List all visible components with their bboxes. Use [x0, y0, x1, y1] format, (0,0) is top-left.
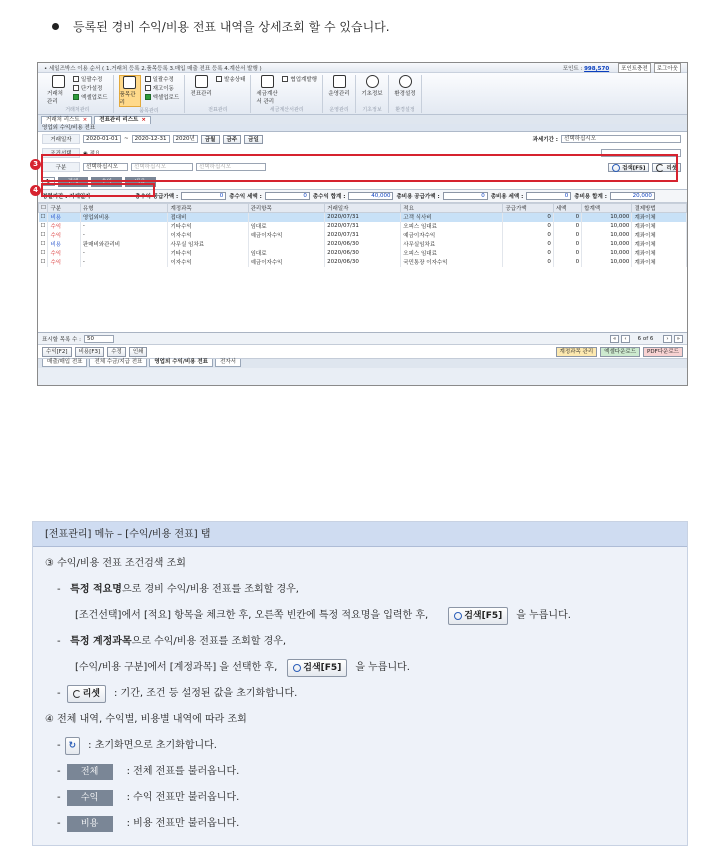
cell-total: 10,000 [582, 231, 632, 240]
cell-supply: 0 [503, 240, 553, 249]
close-icon[interactable]: × [82, 117, 88, 123]
row-checkbox[interactable]: ☐ [39, 258, 48, 267]
search-icon [293, 664, 301, 672]
cell-tax: 0 [553, 231, 581, 240]
page-size-select[interactable]: 50 [84, 335, 114, 343]
total-value: 0 [181, 192, 226, 200]
item-select[interactable]: 선택하십시오 [196, 163, 266, 171]
cell-kind: - [80, 231, 168, 240]
btab-electronic[interactable]: 전자서 [215, 359, 241, 367]
view-expense-button[interactable]: 비용 [125, 177, 156, 187]
excel-download-button[interactable]: 엑셀다운로드 [600, 347, 640, 357]
select-all-checkbox[interactable]: ☐ [39, 204, 48, 213]
group-label: 거래처관리 [65, 107, 90, 113]
row-checkbox[interactable]: ☐ [39, 222, 48, 231]
search-button[interactable]: 검색[F5] [608, 163, 649, 172]
pdf-download-button[interactable]: PDF다운로드 [643, 347, 683, 357]
print-button[interactable]: 인쇄 [129, 347, 148, 357]
col-kind[interactable]: 유형 [80, 204, 168, 213]
cell-kind: 영업외비용 [80, 213, 168, 222]
cell-item [248, 213, 325, 222]
cell-date: 2020/07/31 [325, 213, 401, 222]
point-value[interactable]: 998,570 [584, 65, 610, 72]
filter-panel: 거래일자 2020-01-01 ~ 2020-12-31 2020년 금월 금주 금일 과세기간 : 선택하십시오 조건선택 ◉ 적요 구분 선택하십시오 선택하십시오 선택하십시오 검색[F5] 리셋 ↻ 전체 수익 비용 [38, 132, 687, 190]
operation-button[interactable]: 운영관리 [328, 75, 350, 97]
type-label: 구분 [42, 162, 80, 172]
btab-nonop[interactable]: 영업외 수익/비용 전표 [149, 359, 213, 367]
cell-account: 이자수익 [168, 258, 248, 267]
item-excel-upload-button[interactable]: 엑셀업로드 [145, 93, 180, 101]
cell-total: 10,000 [582, 249, 632, 258]
search-icon [454, 612, 462, 620]
cell-account: 기타수익 [168, 222, 248, 231]
tax-period-label: 과세기간 : [532, 137, 558, 143]
total-value: 0 [526, 192, 571, 200]
group-label: 기초정보 [362, 107, 382, 113]
group-label: 세금계산서관리 [269, 107, 304, 113]
cell-account: 사무실 임차료 [168, 240, 248, 249]
col-account[interactable]: 계정과목 [168, 204, 248, 213]
invoice-icon [261, 75, 274, 88]
cell-memo: 고객 식사비 [401, 213, 503, 222]
excel-icon [73, 94, 79, 100]
cell-type: 수익 [48, 222, 80, 231]
page-size-label: 표시할 목록 수 : [42, 336, 81, 343]
row-checkbox[interactable]: ☐ [39, 231, 48, 240]
cell-kind: - [80, 249, 168, 258]
col-tax[interactable]: 세액 [553, 204, 581, 213]
warning-icon [282, 76, 288, 82]
total-value: 20,000 [610, 192, 655, 200]
cell-type: 비용 [48, 213, 80, 222]
date-to-input[interactable]: 2020-12-31 [132, 135, 170, 143]
cell-account: 기타수익 [168, 249, 248, 258]
cell-account: 접대비 [168, 213, 248, 222]
help-header: [전표관리] 메뉴 – [수익/비용 전표] 탭 [33, 522, 687, 547]
total-value: 40,000 [348, 192, 393, 200]
col-supply[interactable]: 공급가액 [503, 204, 553, 213]
ribbon-group-client [42, 75, 114, 113]
ribbon-group-base [356, 75, 389, 113]
ribbon-group-settings [389, 75, 422, 113]
help-line: - ↻ : 초기화면으로 초기화합니다. [57, 733, 217, 759]
cell-kind: - [80, 258, 168, 267]
help-line: - 리셋 : 기간, 조건 등 설정된 값을 초기화합니다. [57, 681, 297, 707]
help-line: [조건선택]에서 [적요] 항목을 체크한 후, 오른쪽 빈칸에 특정 적요명을 입력한 후, 검색[F5] 을 누릅니다. [75, 603, 571, 629]
ribbon-group-tax [251, 75, 323, 113]
group-label: 품목관리 [139, 108, 159, 114]
total-label: 총비용 세액 : [490, 194, 524, 200]
view-income-button[interactable]: 수익 [91, 177, 122, 187]
page-info: 6 of 6 [637, 335, 654, 342]
logout-button[interactable]: 로그아웃 [654, 63, 681, 73]
year-select[interactable]: 2020년 [173, 135, 198, 143]
refresh-icon [73, 690, 81, 698]
group-label: 운영관리 [329, 107, 349, 113]
reset-button-sample: 리셋 [67, 685, 106, 703]
cell-tax: 0 [553, 249, 581, 258]
help-line: ③ 수익/비용 전표 조건검색 조회 [45, 558, 186, 569]
account-select[interactable]: 선택하십시오 [131, 163, 193, 171]
total-label: 총비용 공급가액 : [396, 194, 440, 200]
sort-period: 정렬기간 : 거래일자 [42, 194, 91, 200]
cell-item: 예금이자수익 [248, 258, 325, 267]
view-all-button[interactable]: 전체 [58, 177, 89, 187]
item-manage-button[interactable]: 품목관리 [119, 75, 141, 107]
cell-supply: 0 [503, 249, 553, 258]
item-bulk-edit-button[interactable]: 일괄수정 [145, 75, 180, 83]
cell-pay: 계좌이체 [632, 249, 687, 258]
app-title: • 세일즈박스 이용 순서 ( 1.거래처 등록 2.품목등록 3.매입 매출 전표 등록 4.계산서 발행 ) [44, 65, 262, 72]
total-label: 총수익 세액 : [229, 194, 262, 200]
cell-type: 비용 [48, 240, 80, 249]
base-info-button[interactable]: 기초정보 [361, 75, 383, 97]
cell-pay: 계좌이체 [632, 222, 687, 231]
this-month-button[interactable]: 금월 [201, 135, 220, 144]
client-excel-upload-button[interactable]: 엑셀업로드 [73, 93, 108, 101]
doc-tabs [38, 115, 687, 124]
intro-text: 등록된 경비 수익/비용 전표 내역을 상세조회 할 수 있습니다. [73, 20, 390, 34]
cell-pay: 계좌이체 [632, 231, 687, 240]
last-page-button[interactable]: » [674, 335, 683, 343]
cell-account: 이자수익 [168, 231, 248, 240]
grid-header-row [39, 204, 687, 213]
table-row[interactable] [39, 258, 687, 267]
client-bulk-edit-button[interactable]: 일괄수정 [73, 75, 108, 83]
col-memo[interactable]: 적요 [401, 204, 503, 213]
help-panel [32, 521, 688, 846]
table-row[interactable] [39, 240, 687, 249]
cell-kind: 판매비와관리비 [80, 240, 168, 249]
reset-button[interactable]: 리셋 [652, 163, 681, 172]
cell-memo: 사무실임차료 [401, 240, 503, 249]
date-label: 거래일자 [42, 134, 80, 144]
edit-icon [73, 76, 79, 82]
point-charge-button[interactable]: 포인트충전 [618, 63, 651, 73]
account-manage-button[interactable]: 계정과목 관리 [556, 347, 598, 357]
edit-icon [145, 76, 151, 82]
init-button-sample: ↻ [65, 737, 81, 755]
add-expense-button[interactable]: 비용[F3] [75, 347, 105, 357]
cell-total: 10,000 [582, 258, 632, 267]
tab-slip-list[interactable]: 전표관리 리스트 × [94, 116, 151, 124]
col-type[interactable]: 구분 [48, 204, 80, 213]
ribbon-group-item [114, 75, 186, 113]
client-manage-button[interactable]: 거래처 관리 [47, 75, 69, 105]
cell-date: 2020/07/31 [325, 231, 401, 240]
group-label: 환경설정 [395, 107, 415, 113]
ribbon-group-slip [185, 75, 251, 113]
highlight-box-3 [41, 154, 678, 182]
send-status-button[interactable]: 발송상태 [216, 75, 245, 83]
cell-date: 2020/06/30 [325, 249, 401, 258]
help-line: - 전체 : 전체 전표를 불러옵니다. [57, 759, 239, 785]
table-row[interactable] [39, 231, 687, 240]
close-icon[interactable]: × [141, 117, 146, 123]
cell-supply: 0 [503, 231, 553, 240]
table-row[interactable] [39, 249, 687, 258]
add-income-button[interactable]: 수익[F2] [42, 347, 72, 357]
table-row[interactable] [39, 213, 687, 222]
col-date[interactable]: 거래일자 [325, 204, 401, 213]
settings-button[interactable]: 환경설정 [394, 75, 416, 97]
cell-date: 2020/06/30 [325, 258, 401, 267]
cell-date: 2020/07/31 [325, 222, 401, 231]
cell-date: 2020/06/30 [325, 240, 401, 249]
cell-total: 10,000 [582, 240, 632, 249]
cell-kind: - [80, 222, 168, 231]
row-checkbox[interactable]: ☐ [39, 249, 48, 258]
total-value: 0 [265, 192, 310, 200]
cell-tax: 0 [553, 240, 581, 249]
gear-icon [399, 75, 412, 88]
cell-item: 임대료 [248, 249, 325, 258]
income-button-sample: 수익 [67, 790, 113, 806]
highlight-box-4 [41, 183, 155, 197]
title-bar [38, 63, 687, 73]
btab-sales-purchase[interactable]: 매출/매입 전표 [42, 359, 87, 367]
ribbon-group-operation [323, 75, 356, 113]
help-line: - 특정 적요명 으로 경비 수익/비용 전표를 조회할 경우, [57, 584, 299, 595]
table-row[interactable] [39, 222, 687, 231]
slip-grid [38, 203, 687, 333]
send-icon [216, 76, 222, 82]
expense-button-sample: 비용 [67, 816, 113, 832]
intro-line [52, 18, 390, 35]
price-icon [73, 85, 79, 91]
col-item[interactable]: 관리항목 [248, 204, 325, 213]
cell-pay: 계좌이체 [632, 213, 687, 222]
col-pay[interactable]: 결제방법 [632, 204, 687, 213]
cell-memo: 예금이자수익 [401, 231, 503, 240]
item-icon [123, 76, 136, 89]
group-label: 전표관리 [208, 107, 228, 113]
help-line: - 수익 : 수익 전표만 불러옵니다. [57, 785, 239, 811]
slip-icon [195, 75, 208, 88]
pager [38, 333, 687, 345]
cell-supply: 0 [503, 213, 553, 222]
tab-client-list[interactable]: 거래처 리스트 × [41, 116, 92, 124]
slip-manage-button[interactable]: 전표관리 [190, 75, 212, 97]
cell-type: 수익 [48, 249, 80, 258]
search-button-sample: 검색[F5] [448, 607, 508, 625]
chart-icon [333, 75, 346, 88]
cell-tax: 0 [553, 213, 581, 222]
row-checkbox[interactable]: ☐ [39, 213, 48, 222]
total-label: 총비용 합계 : [574, 194, 607, 200]
cell-type: 수익 [48, 231, 80, 240]
app-window [37, 62, 688, 386]
cell-memo: 오피스 임대료 [401, 222, 503, 231]
marker-4: 4 [30, 185, 41, 196]
stock-icon [145, 85, 151, 91]
ribbon [38, 73, 687, 115]
cell-supply: 0 [503, 258, 553, 267]
today-button[interactable]: 금일 [244, 135, 263, 144]
prev-page-button[interactable]: ‹ [621, 335, 629, 343]
price-setting-button[interactable]: 단가설정 [73, 84, 108, 92]
cell-pay: 계좌이체 [632, 240, 687, 249]
init-view-button[interactable]: ↻ [42, 177, 55, 186]
bottom-tabs [38, 359, 687, 368]
total-label: 총수익 공급가액 : [135, 194, 179, 200]
help-line: [수익/비용 구분]에서 [계정과목] 을 선택한 후, 검색[F5] 을 누릅니다. [75, 655, 410, 681]
next-page-button[interactable]: › [663, 335, 671, 343]
cell-type: 수익 [48, 258, 80, 267]
cell-item [248, 240, 325, 249]
help-line: - 특정 계정과목 으로 수익/비용 전표를 조회할 경우, [57, 636, 287, 647]
help-line: - 비용 : 비용 전표만 불러옵니다. [57, 811, 239, 837]
collab-issue-button[interactable]: 협업계발행 [282, 75, 317, 83]
first-page-button[interactable]: « [610, 335, 619, 343]
search-button-sample: 검색[F5] [287, 659, 347, 677]
condition-label: 조건선택 [42, 148, 80, 158]
cell-memo: 오피스 임대료 [401, 249, 503, 258]
cell-item: 예금이자수익 [248, 231, 325, 240]
point-display: 포인트 : 998,570 [562, 65, 610, 72]
row-checkbox[interactable]: ☐ [39, 240, 48, 249]
total-value: 0 [443, 192, 488, 200]
stock-move-button[interactable]: 재고이동 [145, 84, 180, 92]
all-button-sample: 전체 [67, 764, 113, 780]
type-select[interactable]: 선택하십시오 [83, 163, 128, 171]
action-bar [38, 345, 687, 359]
excel-icon [145, 94, 151, 100]
cell-memo: 국민통장 이자수익 [401, 258, 503, 267]
info-icon [366, 75, 379, 88]
help-line: ④ 전체 내역, 수익별, 비용별 내역에 따라 조회 [45, 714, 247, 725]
client-icon [52, 75, 65, 88]
cell-tax: 0 [553, 258, 581, 267]
cell-item: 임대료 [248, 222, 325, 231]
col-total[interactable]: 합계액 [582, 204, 632, 213]
date-from-input[interactable]: 2020-01-01 [83, 135, 121, 143]
btab-collect-pay[interactable]: 전체 수금/지급 전표 [89, 359, 147, 367]
total-label: 총수익 합계 : [312, 194, 346, 200]
page-title: 영업외 수익/비용 전표 [38, 124, 687, 132]
tax-invoice-button[interactable]: 세금계산서 관리 [256, 75, 278, 105]
edit-button[interactable]: 수정 [107, 347, 126, 357]
cell-total: 10,000 [582, 213, 632, 222]
cell-tax: 0 [553, 222, 581, 231]
this-week-button[interactable]: 금주 [223, 135, 242, 144]
cell-supply: 0 [503, 222, 553, 231]
bullet-icon [52, 23, 59, 30]
cell-pay: 계좌이체 [632, 258, 687, 267]
marker-3: 3 [30, 159, 41, 170]
tax-period-select[interactable]: 선택하십시오 [561, 135, 681, 143]
cell-total: 10,000 [582, 222, 632, 231]
memo-radio[interactable]: ◉ 적요 [83, 151, 101, 157]
